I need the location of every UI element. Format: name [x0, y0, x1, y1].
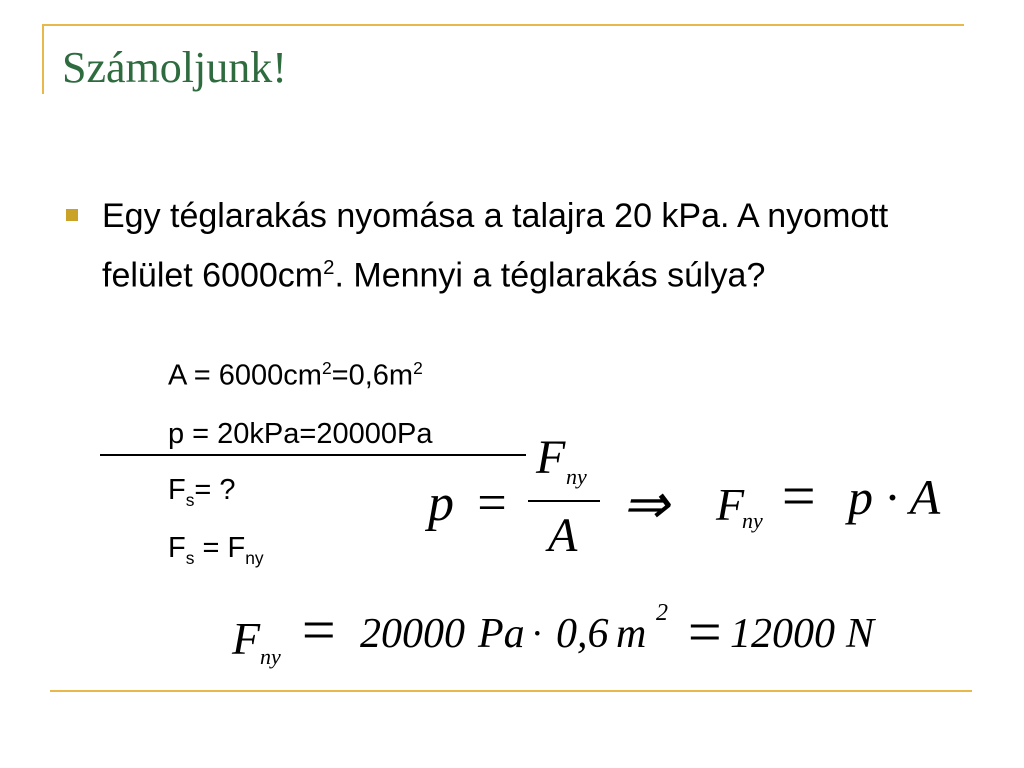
- problem-statement: [102, 190, 982, 301]
- area-mid: =0,6m: [331, 359, 414, 392]
- f1-num-ny: ny: [566, 464, 587, 489]
- area-lhs: A = 6000cm: [168, 359, 322, 392]
- f2-result: 12000: [730, 611, 835, 657]
- f1-p: p: [428, 475, 454, 532]
- f1-fraction-bar: [528, 500, 600, 502]
- left-rule: [42, 24, 44, 94]
- unknown-force: [168, 474, 236, 511]
- force-equality: [168, 532, 264, 569]
- f2-Pa: Pa: [478, 611, 525, 657]
- given-pressure: p = 20kPa=20000Pa: [168, 418, 433, 450]
- f1-eq2: =: [778, 463, 819, 529]
- f2-eq1: =: [298, 597, 339, 663]
- fs-letter: F: [168, 474, 186, 506]
- f2-exp: 2: [656, 600, 668, 626]
- f1-pA: p · A: [848, 469, 941, 525]
- fs-rest: = ?: [194, 474, 236, 506]
- f2-F: F: [232, 613, 261, 664]
- problem-exponent: 2: [323, 257, 335, 279]
- f2-N: N: [846, 611, 875, 657]
- f2-num2: 0,6: [556, 611, 609, 657]
- f1-num-F: F: [536, 431, 566, 484]
- f2-num: 20000: [360, 611, 465, 657]
- bullet-square-icon: [66, 209, 78, 221]
- f2-m: m: [616, 611, 647, 657]
- problem-text-1: Egy téglarakás nyomása a talajra 20 kPa. A nyomott felület 6000cm: [102, 197, 889, 295]
- fs-sub: s: [185, 489, 195, 510]
- f1-ny: ny: [742, 508, 763, 533]
- area-exp1: 2: [321, 358, 332, 378]
- problem-text-2: . Mennyi a téglarakás súlya?: [334, 256, 766, 295]
- given-separator: [100, 454, 526, 456]
- f1-den-A: A: [548, 509, 578, 562]
- f1-eq: =: [474, 475, 510, 532]
- f2-eq2: =: [684, 599, 725, 665]
- eq-sub2: ny: [245, 547, 264, 568]
- slide-title: Számoljunk!: [62, 43, 287, 92]
- implies-arrow-icon: ⇒: [622, 474, 669, 536]
- eq-mid: = F: [194, 532, 246, 564]
- top-rule: [42, 24, 964, 26]
- f2-ny: ny: [260, 644, 281, 669]
- eq-sub1: s: [185, 547, 195, 568]
- f1-F: F: [716, 479, 745, 530]
- eq-f1: F: [168, 532, 186, 564]
- area-exp2: 2: [413, 358, 423, 378]
- f2-dot: ·: [532, 613, 542, 655]
- given-area: [168, 358, 423, 393]
- bottom-rule: [50, 690, 972, 692]
